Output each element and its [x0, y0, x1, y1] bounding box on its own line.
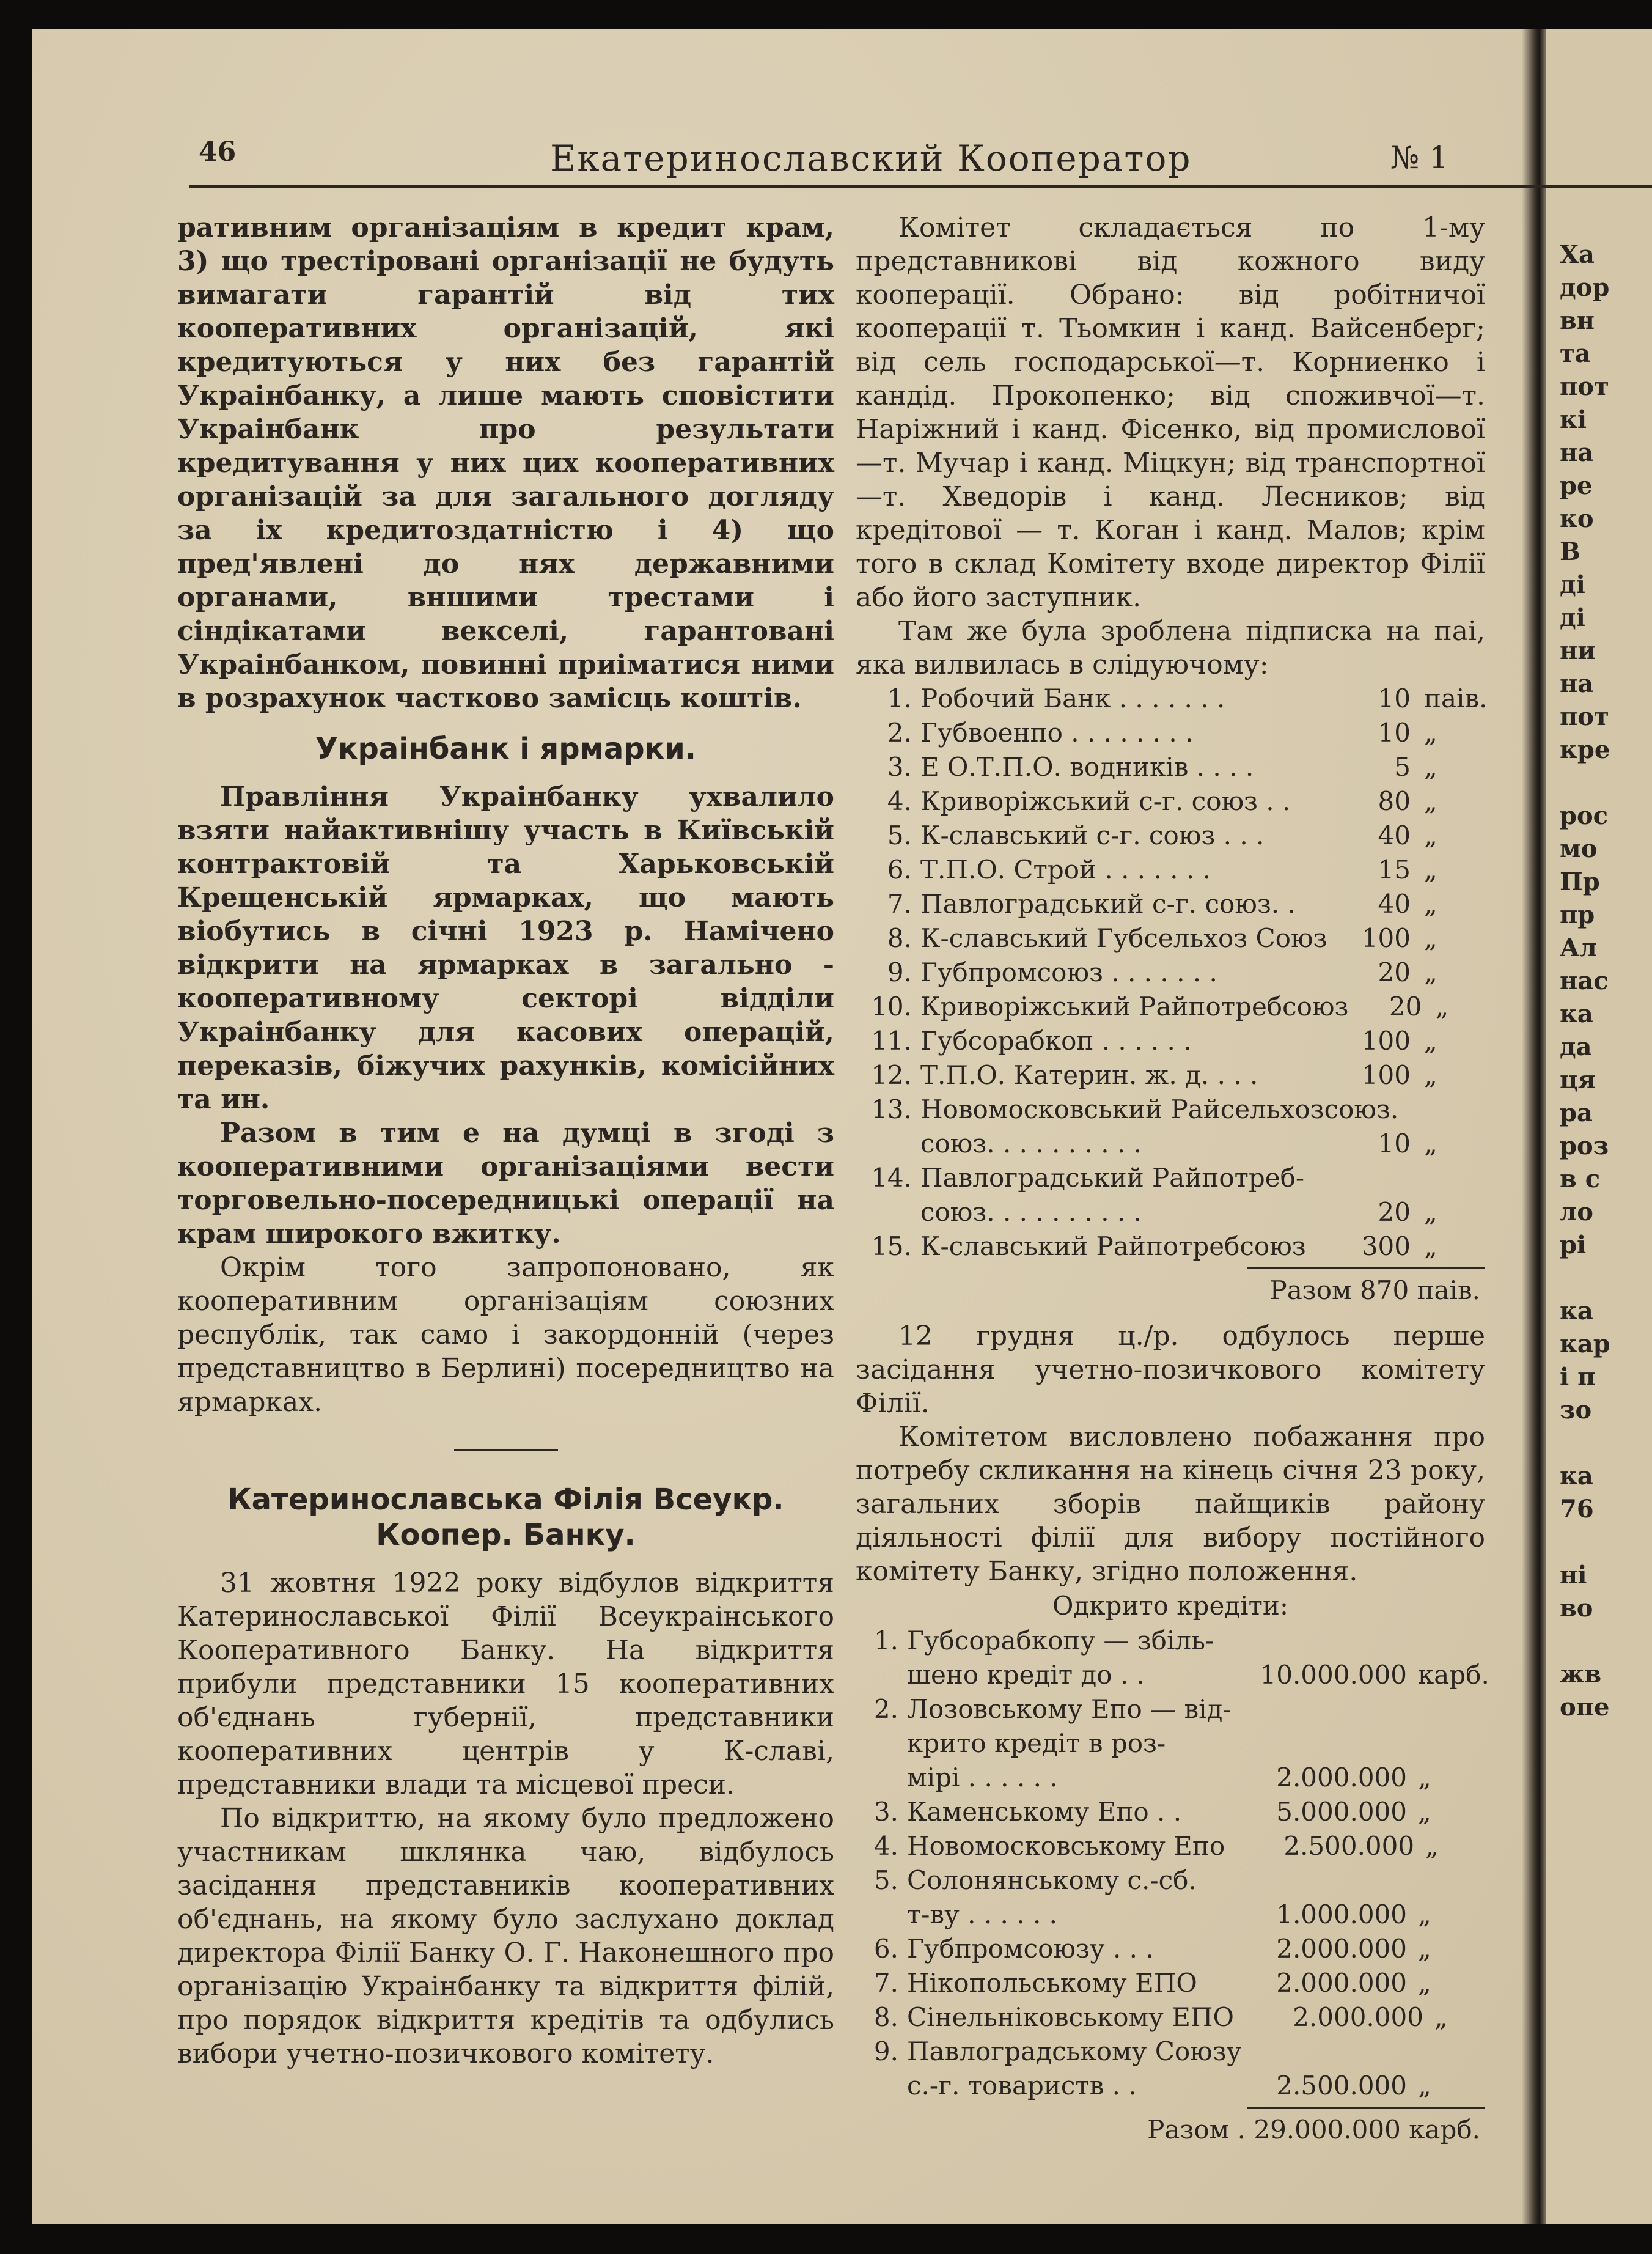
credit-number: 8.	[873, 2002, 898, 2032]
share-value: 100	[1361, 923, 1411, 953]
share-name: К-славський с-г. союз . . .	[920, 820, 1265, 850]
share-row	[856, 1024, 1485, 1058]
credit-name: Губсорабкопу — збіль-	[907, 1626, 1214, 1656]
share-value: 100	[1361, 1026, 1411, 1056]
share-value: 20	[1378, 1197, 1411, 1227]
fair-heading: Украінбанк і ярмарки.	[315, 732, 697, 766]
credit-row-continued	[856, 1726, 1485, 1761]
next-page-fragment: і п	[1560, 1363, 1596, 1391]
share-number: 11.	[871, 1026, 912, 1056]
next-page-fragment: Ха	[1560, 240, 1595, 269]
next-page-fragment: ко	[1560, 504, 1594, 533]
next-page-fragment: ло	[1560, 1198, 1593, 1226]
next-page-fragment: ді	[1560, 570, 1585, 599]
share-unit: „	[1424, 855, 1437, 885]
share-value: 20	[1378, 957, 1411, 987]
share-number: 9.	[887, 957, 912, 987]
credit-value: 10.000.000	[1260, 1660, 1407, 1690]
share-number: 7.	[887, 889, 912, 919]
next-page-fragment: 76	[1560, 1495, 1594, 1523]
share-number: 2.	[887, 718, 912, 748]
next-page-fragment: нас	[1560, 967, 1609, 995]
next-page-fragment: ка	[1560, 1297, 1593, 1325]
credit-row-continued	[856, 2069, 1485, 2103]
share-name: Губпромсоюз . . . . . . .	[920, 957, 1217, 987]
next-page-fragment: жв	[1560, 1660, 1602, 1689]
share-name: Криворіжський с-г. союз . .	[920, 786, 1291, 816]
shares-list	[856, 682, 1488, 1264]
share-name: Т.П.О. Катерин. ж. д. . . .	[920, 1060, 1258, 1090]
credit-unit: „	[1418, 1899, 1431, 1929]
credits-total: Разом . 29.000.000 карб.	[1147, 2115, 1480, 2145]
share-name: К-славський Губсельхоз Союз	[920, 923, 1327, 953]
credit-row	[856, 1966, 1485, 2000]
share-value: 80	[1378, 786, 1411, 816]
share-row	[856, 853, 1485, 887]
share-row	[856, 990, 1485, 1024]
next-page-fragment: пот	[1560, 702, 1609, 731]
next-page-fragment: та	[1560, 339, 1591, 368]
share-name: Павлоградський с-г. союз. .	[920, 889, 1296, 919]
share-row	[856, 1229, 1485, 1264]
page-number: 46	[199, 136, 237, 168]
share-row	[856, 1092, 1485, 1127]
next-page-fragment: рос	[1560, 801, 1609, 830]
credit-value: 2.500.000	[1276, 2071, 1407, 2101]
share-name: Губсорабкоп . . . . . .	[920, 1026, 1192, 1056]
share-unit: „	[1424, 820, 1437, 850]
next-page-fragment: роз	[1560, 1132, 1609, 1160]
next-page-fragment: ді	[1560, 603, 1585, 632]
next-page-fragment: во	[1560, 1594, 1593, 1622]
next-page-fragment: на	[1560, 438, 1594, 467]
share-row	[856, 921, 1485, 956]
branch-heading-line-1: Катеринославська Філія Всеукр.	[227, 1482, 784, 1517]
next-page-fragment: да	[1560, 1033, 1592, 1061]
credit-number: 6.	[873, 1934, 898, 1964]
share-number: 6.	[887, 855, 912, 885]
share-value: 10	[1378, 1129, 1411, 1158]
committee-paragraph: Комітет складається по 1-му представникові від кожного виду кооперації. Обрано: від робітничої кооперації т. Тьомкин і канд. Вайсенберг; від сель господарської—т. Корниенко і кандід. Прокопенко; від споживчої—т. Наріжний і канд. Фісенко, від промислової—т. Мучар і канд. Міцкун; від транспортної—т. Хведорів і канд. Лесников; від кредітової — т. Коган і канд. Малов; крім того в склад Комітету входе директор Філії або його заступник.	[856, 212, 1485, 613]
share-number: 1.	[887, 683, 912, 713]
wish-paragraph: Комітетом висловлено побажання про потребу скликання на кінець січня 23 року, загальних зборів пайщиків району діяльності філії для вибору постійного комітету Банку, згідно положення.	[856, 1421, 1485, 1587]
credit-row	[856, 2000, 1485, 2035]
next-page-fragment	[1560, 767, 1610, 800]
credit-name-continued: мірі . . . . . .	[907, 1762, 1058, 1792]
next-page-fragment: на	[1560, 669, 1594, 698]
share-name: Криворіжський Райпотребсоюз	[920, 992, 1349, 1022]
share-name: Т.П.О. Строй . . . . . . .	[920, 855, 1211, 885]
credit-number: 5.	[873, 1865, 898, 1895]
section-divider	[454, 1449, 558, 1451]
next-page-fragment	[1560, 1262, 1610, 1295]
next-page-fragment: кре	[1560, 735, 1610, 764]
credit-unit: „	[1425, 1831, 1439, 1861]
credit-name: Каменському Епо . .	[907, 1797, 1182, 1827]
share-number: 5.	[887, 820, 912, 850]
branch-paragraph-2: По відкриттю, на якому було предложено участникам шклянка чаю, відбулось засідання представників кооперативних об'єднань, на якому було заслухано доклад директора Філії Банку О. Г. Наконешного про організацію Украінбанку та відкриття філій, про порядок відкриття кредітів та одбулись вибори учетно-позичкового комітету.	[177, 1803, 834, 2069]
share-name: Новомосковський Райсельхозсоюз.	[920, 1094, 1399, 1124]
share-unit: „	[1424, 889, 1437, 919]
share-row	[856, 819, 1485, 853]
credit-unit: „	[1418, 1968, 1431, 1998]
credit-name-continued: крито кредіт в роз-	[907, 1728, 1166, 1758]
meeting-paragraph: 12 грудня ц./р. одбулось перше засідання учетно-позичкового комітету Філії.	[856, 1320, 1485, 1419]
next-page-fragment: рі	[1560, 1231, 1587, 1259]
next-page-fragment: ка	[1560, 1462, 1593, 1490]
next-page-fragment	[1560, 1526, 1610, 1559]
share-value: 5	[1394, 752, 1411, 782]
next-page-fragment	[1560, 1625, 1610, 1658]
share-number: 12.	[871, 1060, 912, 1090]
branch-heading	[177, 1482, 834, 1553]
credit-name: Нікопольському ЕПО	[907, 1968, 1197, 1998]
next-page-fragment: опе	[1560, 1693, 1610, 1722]
share-name-continued: союз. . . . . . . . . .	[920, 1129, 1142, 1158]
credit-unit: карб.	[1418, 1660, 1489, 1690]
share-name-continued: союз. . . . . . . . . .	[920, 1197, 1142, 1227]
share-value: 15	[1378, 855, 1411, 885]
share-row-continued	[856, 1127, 1485, 1161]
share-row	[856, 887, 1485, 921]
share-row	[856, 750, 1485, 784]
branch-heading-line-2: Коопер. Банку.	[376, 1518, 636, 1552]
next-page-fragment: зо	[1560, 1396, 1592, 1424]
fair-paragraph-3: Окрім того запропоновано, як кооперативним організаціям союзних республік, так само і закордонній (через представництво в Берлині) посередництво на ярмарках.	[177, 1252, 834, 1418]
share-number: 8.	[887, 923, 912, 953]
credit-unit: „	[1418, 1797, 1431, 1827]
share-number: 13.	[871, 1094, 912, 1124]
credit-value: 2.500.000	[1283, 1831, 1415, 1861]
share-unit: „	[1424, 923, 1437, 953]
next-page-fragment: мо	[1560, 834, 1598, 863]
credit-value: 2.000.000	[1293, 2002, 1423, 2032]
credit-name: Губпромсоюзу . . .	[907, 1934, 1154, 1964]
fair-paragraph-1: Правління Украінбанку ухвалило взяти найактивнішу участь в Київській контрактовій та Харьковській Крещенській ярмарках, що мають віобутись в січні 1923 р. Намічено відкрити на ярмарках в загально - кооперативному секторі відділи Украінбанку для касових операцій, переказів, біжучих рахунків, комісійних та ин.	[177, 781, 834, 1115]
credit-unit: „	[1418, 1762, 1431, 1792]
credit-name-continued: с.-г. товариств . .	[907, 2071, 1137, 2101]
share-number: 14.	[871, 1163, 912, 1193]
credits-list	[856, 1624, 1489, 2103]
next-page-fragment: ні	[1560, 1561, 1587, 1589]
credit-row-continued	[856, 1658, 1489, 1692]
credit-row	[856, 1795, 1485, 1829]
credit-name: Лозовському Епо — від-	[907, 1694, 1232, 1724]
share-name: К-славський Райпотребсоюз	[920, 1231, 1306, 1261]
credit-number: 3.	[873, 1797, 898, 1827]
next-page-fragment: Ал	[1560, 934, 1597, 962]
right-column	[856, 211, 1489, 2148]
share-value: 10	[1378, 683, 1411, 713]
next-page-fragment: пр	[1560, 900, 1595, 929]
share-row	[856, 784, 1485, 819]
share-row	[856, 682, 1488, 716]
share-value: 10	[1378, 718, 1411, 748]
left-column	[177, 211, 834, 2071]
share-unit: „	[1424, 1197, 1437, 1227]
credit-name: Солонянському с.-сб.	[907, 1865, 1197, 1895]
credit-row-continued	[856, 1898, 1485, 1932]
share-row-continued	[856, 1195, 1485, 1229]
credit-number: 9.	[873, 2036, 898, 2066]
credit-value: 1.000.000	[1276, 1899, 1407, 1929]
share-unit: „	[1424, 1060, 1437, 1090]
credit-number: 1.	[873, 1626, 898, 1656]
branch-paragraph-1: 31 жовтня 1922 року відбулов відкриття Катеринославської Філії Всеукраінського Кооперативного Банку. На відкриття прибули представники 15 кооперативних об'єднань губернії, представники кооперативних центрів у К-славі, представники влади та місцевої преси.	[177, 1567, 834, 1800]
credit-number: 7.	[873, 1968, 898, 1998]
intro-paragraph: ративним організаціям в кредит крам, 3) що трестіровані організації не будуть вимагати гарантій від тих кооперативних організацій, які кредитуються у них без гарантій Украінбанку, а лише мають сповістити Украінбанк про результати кредитування у них цих кооперативних організацій за для загального догляду за іх кредитоздатністю і 4) що пред'явлені до нях державними органами, вншими трестами і сіндікатами векселі, гарантовані Украінбанком, повинні приіматися ними в розрахунок частково замісць коштів.	[177, 212, 834, 714]
next-page-text-fragments	[1560, 238, 1610, 1724]
share-unit: „	[1424, 718, 1437, 748]
next-page-fragment: кар	[1560, 1330, 1610, 1358]
credit-number: 4.	[873, 1831, 898, 1861]
share-row	[856, 1058, 1485, 1092]
credit-row	[856, 1863, 1485, 1898]
share-value: 40	[1378, 889, 1411, 919]
next-page-fragment: дор	[1560, 273, 1610, 302]
share-unit: „	[1424, 1231, 1437, 1261]
share-value: 20	[1389, 992, 1422, 1022]
share-name: Губвоенпо . . . . . . . .	[920, 718, 1194, 748]
subscription-paragraph: Там же була зроблена підписка на паі, яка вилвилась в слідуючому:	[856, 616, 1485, 680]
credit-row-continued	[856, 1761, 1485, 1795]
next-page-fragment: В	[1560, 537, 1580, 566]
credit-number: 2.	[873, 1694, 898, 1724]
credits-total-rule	[1247, 2107, 1485, 2109]
share-unit: „	[1424, 957, 1437, 987]
credit-value: 2.000.000	[1276, 1968, 1407, 1998]
credit-row	[856, 1692, 1485, 1726]
share-row	[856, 1161, 1485, 1195]
next-page-fragment: ка	[1560, 1000, 1593, 1028]
next-page-fragment: в с	[1560, 1165, 1601, 1193]
share-name: Робочий Банк . . . . . . .	[920, 683, 1225, 713]
fair-paragraph-2: Разом в тим е на думці в згоді з кооперативними організаціями вести торговельно-посередницькі операції на крам широкого вжитку.	[177, 1118, 834, 1250]
shares-total: Разом 870 паів.	[1269, 1275, 1480, 1305]
share-value: 100	[1361, 1060, 1411, 1090]
share-unit: „	[1424, 752, 1437, 782]
credit-name: Павлоградському Союзу	[907, 2036, 1242, 2066]
running-title: Екатеринославский Кооператор	[550, 138, 1192, 179]
page-header	[122, 112, 1505, 185]
credit-unit: „	[1418, 2071, 1431, 2101]
share-number: 10.	[871, 992, 912, 1022]
credit-value: 5.000.000	[1276, 1797, 1407, 1827]
share-unit: „	[1435, 992, 1449, 1022]
shares-total-rule	[1247, 1267, 1485, 1269]
share-row	[856, 956, 1485, 990]
issue-number: № 1	[1390, 140, 1449, 175]
credit-name: Сінельніковському ЕПО	[907, 2002, 1234, 2032]
share-unit: „	[1424, 786, 1437, 816]
next-page-fragment: ре	[1560, 471, 1593, 500]
share-number: 4.	[887, 786, 912, 816]
credit-row	[856, 1624, 1485, 1658]
header-rule	[189, 185, 1583, 188]
credit-row	[856, 2035, 1485, 2069]
credit-name-continued: т-ву . . . . . .	[907, 1899, 1057, 1929]
share-value: 300	[1361, 1231, 1411, 1261]
next-page-fragment	[1560, 1427, 1610, 1460]
credit-row	[856, 1829, 1485, 1863]
share-number: 3.	[887, 752, 912, 782]
next-page-fragment: ця	[1560, 1066, 1596, 1094]
credits-heading: Одкрито кредіти:	[1052, 1591, 1288, 1621]
credit-value: 2.000.000	[1276, 1934, 1407, 1964]
credit-row	[856, 1932, 1485, 1966]
credit-unit: „	[1418, 1934, 1431, 1964]
next-page-fragment: ни	[1560, 636, 1596, 665]
share-unit: „	[1424, 1129, 1437, 1158]
credit-name-continued: шено кредіт до . .	[907, 1660, 1145, 1690]
share-row	[856, 716, 1485, 750]
share-name: Павлоградський Райпотреб-	[920, 1163, 1305, 1193]
share-number: 15.	[871, 1231, 912, 1261]
credit-unit: „	[1434, 2002, 1448, 2032]
credit-name: Новомосковському Епо	[907, 1831, 1225, 1861]
next-page-fragment: пот	[1560, 372, 1609, 401]
share-name: Е О.Т.П.О. водників . . . .	[920, 752, 1254, 782]
next-page-fragment: вн	[1560, 306, 1595, 335]
share-value: 40	[1378, 820, 1411, 850]
share-unit: паів.	[1424, 683, 1488, 713]
next-page-fragment: ра	[1560, 1099, 1593, 1127]
share-unit: „	[1424, 1026, 1437, 1056]
credit-value: 2.000.000	[1276, 1762, 1407, 1792]
next-page-fragment: Пр	[1560, 867, 1600, 896]
next-page-fragment: кі	[1560, 405, 1587, 434]
